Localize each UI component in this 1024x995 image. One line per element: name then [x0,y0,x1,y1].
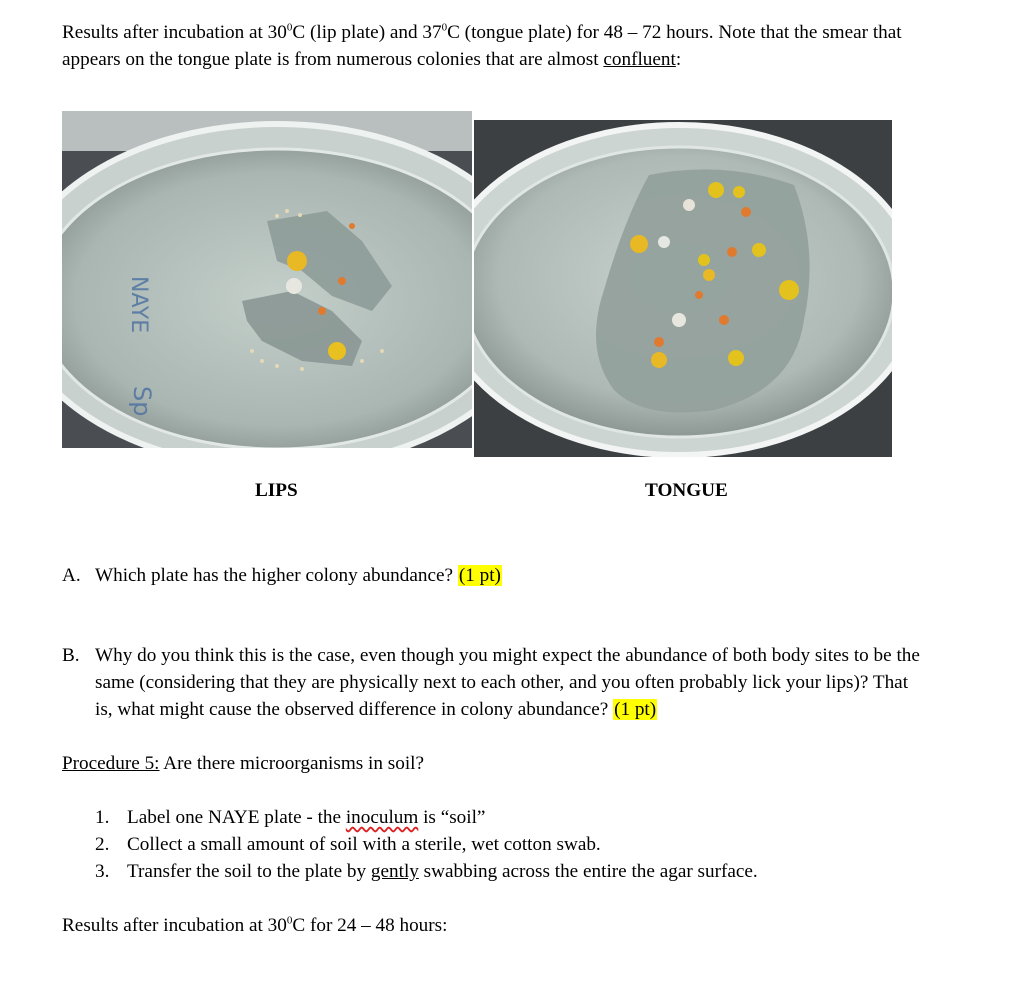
question-b-line-2: same (considering that they are physically next to each other, and you often probably lick your lips)? That [95,672,909,693]
question-a-marker: A. [62,565,81,586]
svg-text:NAYE: NAYE [126,276,151,334]
question-a-points: (1 pt) [458,565,501,586]
step-2-text: Collect a small amount of soil with a sterile, wet cotton swab. [127,834,601,855]
intro-line-1: Results after incubation at $30^0C$ (lip plate) and $37^0C$ (tongue plate) for 48 – 72 hours. Note that the smear that [62,21,902,43]
procedure-5-heading: Procedure 5: Are there microorganisms in soil? [62,753,424,774]
intro-line-2: appears on the tongue plate is from numerous colonies that are almost confluent: [62,49,682,70]
question-b-marker: B. [62,645,80,666]
step-1-text: Label one NAYE plate - the inoculum is “soil” [127,807,486,828]
petri-dish-lips-photo [62,111,472,448]
spellcheck-word: inoculum [345,807,419,828]
step-3-text: Transfer the soil to the plate by gently swabbing across the entire the agar surface. [127,861,758,882]
caption-tongue: TONGUE [645,480,728,501]
svg-text:Sp: Sp [128,386,156,417]
petri-dish-tongue-photo [474,120,892,457]
step-3-number: 3. [95,861,110,882]
question-b-line-1: Why do you think this is the case, even though you might expect the abundance of both body sites to be the [95,645,920,666]
caption-lips: LIPS [255,480,298,501]
question-a-text: Which plate has the higher colony abundance? (1 pt) [95,565,501,586]
results-line: Results after incubation at $30^0C$ for 24 – 48 hours: [62,914,448,936]
step-2-number: 2. [95,834,110,855]
step-1-number: 1. [95,807,110,828]
question-b-line-3: is, what might cause the observed difference in colony abundance? (1 pt) [95,699,657,720]
question-b-points: (1 pt) [614,699,657,720]
